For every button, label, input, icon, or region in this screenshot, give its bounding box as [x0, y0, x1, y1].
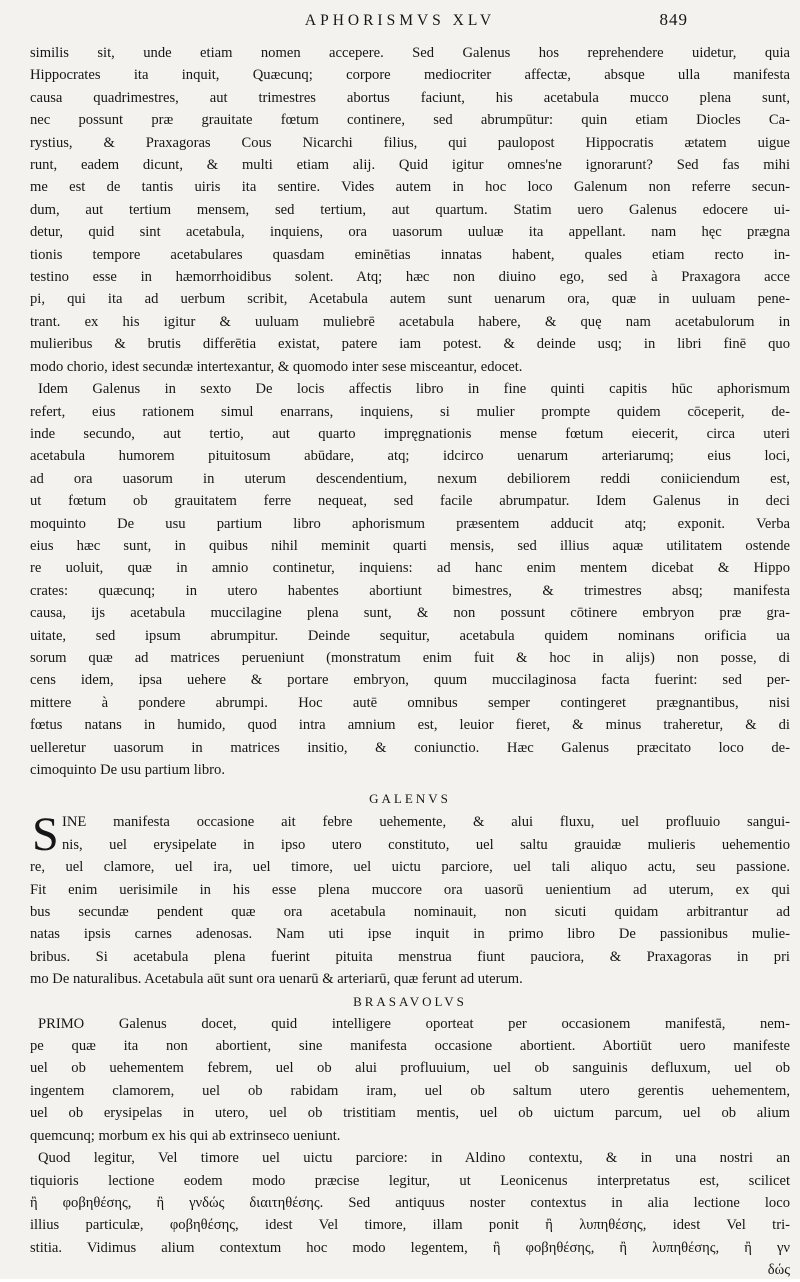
section-title-brasavolus: BRASAVOLVS — [353, 993, 467, 1009]
text-line: quemcunq; morbum ex his qui ab extrinseco ueniunt. — [30, 1127, 341, 1144]
text-line: bus secundæ pendent quæ ora acetabula nominauit, non sicuti quidam arbitrantur ad — [30, 904, 790, 921]
commentary-paragraph-2 — [30, 378, 790, 781]
text-line: inde secundo, aut tertio, aut quarto impręgnationis mense fœtum eiecerit, circa uteri — [30, 425, 790, 442]
text-line: re uoluit, quæ in amnio continetur, inquiens: ad hanc enim mentem dicebat & Hippo — [30, 560, 790, 577]
text-line: crates: quæcunq; in utero habentes abortiunt bimestres, & trimestres absq; manifesta — [30, 582, 790, 599]
text-line: mo De naturalibus. Acetabula aūt sunt ora uenarū & arteriarū, quæ ferunt ad uterum. — [30, 971, 523, 988]
text-line: acetabula humorem pituitosum abūdare, atq; idcirco uenarum arteriarumq; eius loci, — [30, 448, 790, 465]
text-line: trant. ex his igitur & uuluam muliebrē acetabula habere, & quę nam acetabulorum in — [30, 313, 790, 330]
text-line: tionis tempore acetabulares quasdam eminētias innatas habent, quales etiam recto in- — [30, 246, 790, 263]
text-line: stitia. Vidimus alium contextum hoc modo legentem, ἢ φοβηθέσης, ἢ λυπηθέσης, ἢ γν — [30, 1239, 790, 1256]
text-line: sorum quæ ad matrices perueniunt (monstratum enim fuit & hoc in alijs) non posse, di — [30, 649, 790, 666]
text-line: illius particulæ, φοβηθέσης, idest Vel timore, illam ponit ἢ λυπηθέσης, idest Vel tri- — [30, 1217, 790, 1234]
text-line: Fit enim uerisimile in his esse plena muccore ora uasorū uenientium ad uterum, ex qui — [30, 881, 790, 898]
text-line: uitate, sed ipsum abrumpitur. Deinde sequitur, acetabula quidem nominans orificia ua — [30, 627, 790, 644]
text-line: Quod legitur, Vel timore uel uictu parciore: in Aldino contextu, & in una nostri an — [38, 1150, 790, 1167]
text-line: nec possunt præ grauitate fœtum continere, sed abrumpūtur: quin etiam Diocles Ca- — [30, 112, 790, 129]
text-line: re, uel clamore, uel ira, uel timore, uel uictu parciore, uel tali aliquo actu, seu passione. — [30, 859, 790, 876]
text-line: ad ora uasorum in uterum descendentium, nexum debiliorem reddi coniiciendum est, — [30, 470, 790, 487]
section-title-galenus: GALENVS — [369, 791, 451, 807]
text-line: Hippocrates ita inquit, Quæcunq; corpore mediocriter affectæ, absque ulla manifesta — [30, 67, 790, 84]
text-line: pi, qui ita ad uerbum scribit, Acetabula autem sunt uenarum ora, quæ in uuluam pene- — [30, 291, 790, 308]
text-line: refert, eius rationem simul enarrans, inquiens, si mulier prompte quidem cōceperit, de- — [30, 403, 790, 420]
text-line: nis, uel erysipelate in ipso utero constituto, uel saltu grauidæ mulieris uehementio — [62, 836, 790, 853]
text-line: runt, eadem dicunt, & multi etiam alij. Quid igitur omnes'ne ignorarunt? Sed fas mihi — [30, 157, 790, 174]
brasavolus-paragraph-2 — [30, 1147, 790, 1281]
running-head: APHORISMVS XLV — [304, 12, 496, 29]
commentary-paragraph-1 — [30, 42, 790, 378]
text-line: detur, quid sint acetabula, inquiens, ora uasorum uuluæ ita appellant. nam hęc prægna — [30, 224, 790, 241]
drop-capital: S — [32, 808, 59, 862]
brasavolus-paragraph-1 — [30, 1013, 790, 1147]
text-line: uelleretur uasorum in matrices insitio, & coniunctio. Hæc Galenus præcitato loco de- — [30, 739, 790, 756]
text-line: fœtus natans in humido, quod intra amnium est, leuior fieret, & minus traheretur, & di — [30, 717, 790, 734]
text-line: pe quæ ita non abortient, sine manifesta occasione abortient. Abortiūt uero manifeste — [30, 1038, 790, 1055]
galenus-paragraph — [30, 808, 790, 990]
text-line: moquinto De usu partium libro aphorismum præsentem adducit atq; exponit. Verba — [30, 515, 790, 532]
text-line: mittere à pondere abrumpi. Hoc autē omnibus semper contingeret prægnantibus, nisi — [30, 694, 790, 711]
text-line: bribus. Si acetabula plena fuerint pituita menstrua fiunt pauciora, & Praxagoras in pri — [30, 948, 790, 965]
text-line: ἢ φοβηθέσης, ἢ γνδώς διαιτηθέσης. Sed antiquus noster contextus in alia lectione loco — [30, 1194, 790, 1211]
text-line: PRIMO Galenus docet, quid intelligere oporteat per occasionem manifestā, nem- — [38, 1015, 790, 1032]
text-line: ut fœtum ob grauitatem ferre nequeat, sed facile abrumpatur. Idem Galenus in deci — [30, 493, 790, 510]
text-line: ingentem clamorem, uel ob rabidam iram, uel ob saltum utero gerentis uehementem, — [30, 1082, 790, 1099]
text-line: uel ob uehementem febrem, uel ob alui profluuium, uel ob sanguinis defluxum, uel ob — [30, 1060, 790, 1077]
text-line: causa quadrimestres, aut trimestres abortus faciunt, his acetabula mucco plena sunt, — [30, 89, 790, 106]
page-number: 849 — [659, 10, 688, 29]
text-line: Idem Galenus in sexto De locis affectis libro in fine quinti capitis hūc aphorismum — [38, 381, 790, 398]
text-line: tiquioris lectione eodem modo præcise legitur, ut Leonicenus interpretatus est, scilicet — [30, 1172, 790, 1189]
text-line: mulieribus & brutis differētia existat, patere iam potest. & deinde usq; in libri finē quo — [30, 336, 790, 353]
text-line: eius hæc sunt, in quibus nihil meminit quarti mensis, sed illius aquæ utilitatem ostende — [30, 537, 790, 554]
text-line: uel ob erysipelas in utero, uel ob tristitiam mentis, uel ob uictum parcum, uel ob alium — [30, 1105, 790, 1122]
text-line: cimoquinto De usu partium libro. — [30, 762, 225, 778]
text-line: me est de tantis uiris ita sentire. Vides autem in hoc loco Galenum non referre secun- — [30, 179, 790, 196]
text-line: causa, ijs acetabula muccilagine plena sunt, & non possunt cōtinere embryon præ gra- — [30, 605, 790, 622]
text-line: δώς — [767, 1262, 790, 1279]
text-line: rystius, & Praxagoras Cous Nicarchi filius, qui paulopost Hippocratis ætatem uigue — [30, 134, 790, 151]
text-line: modo chorio, idest secundæ intertexantur, & quomodo inter sese misceantur, edocet. — [30, 358, 523, 375]
text-line: cens idem, ipsa uehere & portare embryon, quum muccilaginosa facta fuerint: sed per- — [30, 672, 790, 689]
text-line: natas ipsis carnes adenosas. Nam uti ipse inquit in primo libro De passionibus mulie- — [30, 926, 790, 943]
page-header — [0, 8, 800, 38]
text-line: INE manifesta occasione ait febre uehemente, & alui fluxu, uel profluuio sangui- — [62, 814, 790, 831]
body-text — [30, 42, 790, 1282]
text-line: dum, aut tertium mensem, sed tertium, aut quartum. Statim uero Galenus edocere ui- — [30, 201, 790, 218]
text-line: testino esse in hæmorrhoidibus solent. Atq; hæc non diuino ego, sed à Praxagora acce — [30, 269, 790, 286]
text-line: similis sit, unde etiam nomen accepere. Sed Galenus hos reprehendere uidetur, quia — [30, 45, 790, 61]
